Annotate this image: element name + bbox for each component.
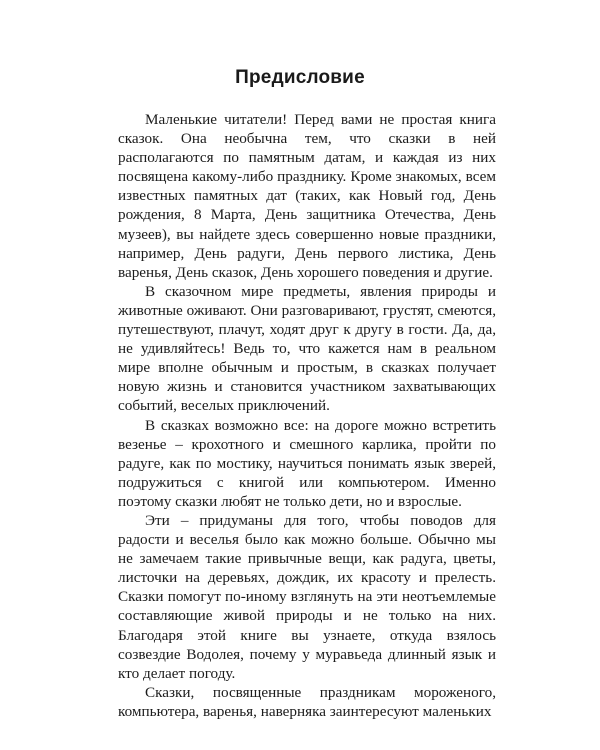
paragraph-3: В сказках возможно все: на дороге можно встретить везенье – крохотного и смешного карлика, пройти по радуге, как по мостику, научиться понимать язык зверей, подружиться с книгой или компьютером. Именно поэтому сказки любят не только дети, но и взрослые.: [118, 416, 496, 510]
paragraph-2: В сказочном мире предметы, явления природы и животные оживают. Они разговаривают, грустят, смеются, путешествуют, плачут, ходят друг к другу в гости. Да, да, не удивляйтесь! Ведь то, что кажется нам в реальном мире вполне обычным и простым, в сказках получает новую жизнь и становится участником захватывающих событий, веселых приключений.: [118, 282, 496, 415]
page-title: Предисловие: [235, 67, 365, 88]
paragraph-5: Сказки, посвященные праздникам мороженого, компьютера, варенья, наверняка заинтересуют маленьких: [118, 683, 496, 720]
paragraph-4: Эти – придуманы для того, чтобы поводов для радости и веселья было как можно больше. Обычно мы не замечаем такие привычные вещи, как радуга, цветы, листочки на деревьях, дождик, их красоту и прелесть. Сказки помогут по-иному взглянуть на эти неотъемлемые составляющие живой природы и не только на них. Благодаря этой книге вы узнаете, откуда взялось созвездие Водолея, почему у муравьеда длинный язык и кто делает погоду.: [118, 511, 496, 682]
paragraph-1: Маленькие читатели! Перед вами не простая книга сказок. Она необычна тем, что сказки в ней располагаются по памятным датам, и каждая из них посвящена какому-либо празднику. Кроме знакомых, всем известных памятных дат (таких, как Новый год, День рождения, 8 Марта, День защитника Отечества, День музеев), вы найдете здесь совершенно новые праздники, например, День радуги, День первого листика, День варенья, День сказок, День хорошего поведения и другие.: [118, 111, 496, 281]
preface-body: [118, 110, 496, 721]
